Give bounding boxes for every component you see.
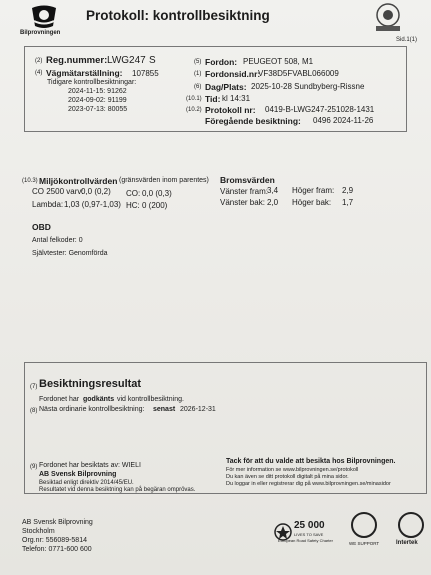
brakes-title: Bromsvärden [220, 175, 275, 185]
brake-value: 3,4 [267, 186, 279, 195]
vehicle-value: PEUGEOT 508, M1 [243, 57, 314, 66]
emission-value: 1,03 (0,97-1,03) [64, 200, 121, 209]
next-inspection-bold: senast [153, 406, 176, 413]
page-number: Sid.1(1) [395, 37, 417, 43]
reg-number: LWG247 [107, 55, 146, 66]
brake-value: 2,9 [342, 186, 354, 195]
global-compact-badge-icon [351, 512, 377, 538]
previous-inspection-item: 2023-07-13: 80055 [68, 106, 128, 113]
footer-company: AB Svensk Bilprovning [22, 519, 93, 526]
next-inspection-code: (8) [30, 408, 38, 414]
footer-city: Stockholm [22, 528, 55, 535]
swedac-seal [370, 2, 406, 37]
reg-label: Reg.nummer: [46, 55, 108, 66]
odometer-label: Vägmätarställning: [46, 68, 123, 78]
emissions-title: Miljökontrollvärden [39, 176, 118, 186]
emission-label: HC: [126, 201, 140, 210]
road-safety-text: LIVES TO SAVE [294, 532, 324, 537]
result-code: (7) [30, 384, 38, 390]
id-code: (1) [194, 71, 202, 77]
emissions-code: (10.3) [22, 178, 38, 184]
odometer-value: 107855 [132, 69, 159, 78]
date-place-value: 2025-10-28 Sundbyberg-Rissne [251, 82, 365, 91]
road-safety-sub: European Road Safety Charter [278, 538, 333, 543]
emission-value: 0,0 (0,3) [142, 189, 172, 198]
brake-label: Höger bak: [292, 198, 332, 207]
obd-selftest: Självtester: Genomförda [32, 250, 108, 257]
emission-value: 0 (200) [142, 201, 168, 210]
inspector-code: (9) [30, 464, 38, 470]
directive-text: Besiktad enligt direktiv 2014/45/EU. [39, 480, 134, 486]
obd-faults: Antal felkoder: 0 [32, 237, 83, 244]
intertek-text: Intertek [396, 540, 418, 546]
previous-inspection-value: 0496 2024-11-26 [313, 116, 374, 125]
obd-title: OBD [32, 222, 51, 232]
footer-org: Org.nr: 556089-5814 [22, 537, 87, 544]
emission-label: CO 2500 varv: [32, 187, 84, 196]
reg-suffix: S [149, 55, 156, 66]
result-line1-post: vid kontrollbesiktning. [117, 396, 184, 403]
previous-inspection-item: 2024-09-02: 91199 [68, 97, 127, 104]
result-title: Besiktningsresultat [39, 378, 142, 390]
bilprovningen-logo [18, 4, 70, 38]
protocol-code: (10.2) [186, 107, 202, 113]
previous-inspections-label: Tidigare kontrollbesiktningar: [47, 79, 137, 86]
vin-label: Fordonsid.nr: [205, 69, 261, 79]
emissions-subtitle: (gränsvärden inom parentes) [119, 177, 209, 184]
info-line: Du kan även se ditt protokoll digitalt på mina sidor. [226, 474, 349, 480]
time-value: kl 14:31 [222, 94, 251, 103]
result-company: AB Svensk Bilprovning [39, 471, 117, 478]
time-code: (10.1) [186, 96, 202, 102]
plats-code: (6) [194, 84, 202, 90]
result-approved: godkänts [83, 396, 115, 403]
emission-label: CO: [126, 189, 141, 198]
inspector-line: Fordonet har besiktats av: WIELI [39, 462, 141, 469]
review-text: Resultatet vid denna besiktning kan på begäran omprövas. [39, 487, 196, 493]
previous-inspection-label: Föregående besiktning: [205, 116, 301, 126]
thanks-text: Tack för att du valde att besikta hos Bilprovningen. [226, 458, 396, 465]
global-compact-text: WE SUPPORT [349, 541, 380, 546]
reg-code: (2) [35, 58, 43, 64]
intertek-badge-icon [398, 512, 424, 538]
brake-label: Vänster bak: [220, 198, 265, 207]
date-place-label: Dag/Plats: [205, 82, 247, 92]
info-line: För mer information se www.bilprovningen.se/protokoll [226, 467, 359, 473]
next-inspection-date: 2026-12-31 [180, 406, 216, 413]
vehicle-label: Fordon: [205, 57, 238, 67]
protocol-value: 0419-B-LWG247-251028-1431 [265, 105, 375, 114]
emission-value: 0,0 (0,2) [81, 187, 111, 196]
time-label: Tid: [205, 94, 221, 104]
result-line1-pre: Fordonet har [39, 396, 80, 403]
certification-seal-icon [370, 2, 406, 32]
protocol-label: Protokoll nr: [205, 105, 256, 115]
document-title: Protokoll: kontrollbesiktning [86, 8, 270, 23]
brake-value: 1,7 [342, 198, 354, 207]
vin-value: VF38D5FVABL066009 [258, 69, 339, 78]
road-safety-number: 25 000 [294, 520, 325, 531]
odo-code: (4) [35, 70, 43, 76]
brake-label: Höger fram: [292, 186, 335, 195]
info-line: Du loggar in eller registrerar dig på www.bilprovningen.se/minasidor [226, 481, 391, 487]
next-inspection-label: Nästa ordinarie kontrollbesiktning: [39, 406, 145, 413]
footer-phone: Telefon: 0771-600 600 [22, 546, 92, 553]
previous-inspection-item: 2024-11-15: 91262 [68, 88, 127, 95]
brake-value: 2,0 [267, 198, 279, 207]
emission-label: Lambda: [32, 200, 64, 209]
brake-label: Vänster fram: [220, 187, 269, 196]
fordon-code: (5) [194, 59, 202, 65]
logo-text: Bilprovningen [20, 30, 61, 36]
